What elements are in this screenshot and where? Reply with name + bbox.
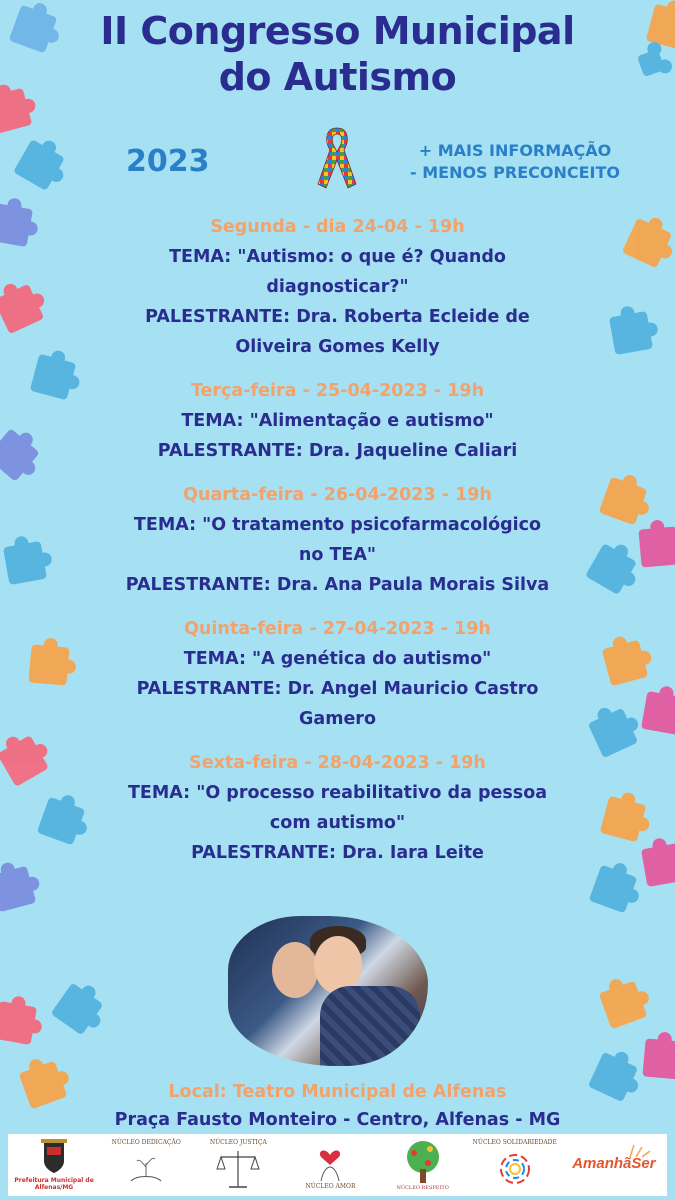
puzzle-piece-icon — [641, 691, 675, 735]
amanhaser-wordmark: AmanhãSer — [572, 1155, 656, 1172]
puzzle-piece-icon — [0, 1001, 37, 1045]
event-year: 2023 — [126, 144, 210, 179]
day-heading: Terça-feira - 25-04-2023 - 19h — [190, 381, 485, 401]
logo-caption: Prefeitura Municipal de Alfenas/MG — [14, 1177, 94, 1191]
topic-line: TEMA: "Autismo: o que é? Quando — [169, 247, 506, 267]
slogan-line-1: + MAIS INFORMAÇÃO — [418, 141, 612, 160]
puzzle-piece-icon — [28, 644, 69, 685]
schedule-day — [80, 480, 595, 600]
schedule-day — [80, 376, 595, 466]
puzzle-piece-icon — [599, 477, 648, 526]
puzzle-piece-icon — [599, 981, 648, 1030]
coat-of-arms-icon — [11, 1137, 97, 1177]
puzzle-piece-icon — [37, 797, 86, 846]
speaker-line: PALESTRANTE: Dra. Ana Paula Morais Silva — [125, 575, 550, 595]
nucleo-dedicacao-logo — [103, 1137, 189, 1193]
schedule-day — [80, 748, 595, 868]
address: Praça Fausto Monteiro - Centro, Alfenas - MG — [114, 1110, 561, 1130]
speaker-line: PALESTRANTE: Dra. Iara Leite — [191, 843, 484, 863]
logo-caption: NÚCLEO DEDICAÇÃO — [111, 1139, 181, 1146]
schedule-day — [80, 614, 595, 734]
schedule-day — [80, 212, 595, 362]
puzzle-piece-icon — [588, 708, 638, 758]
puzzle-piece-icon — [30, 354, 77, 401]
topic-line: no TEA" — [298, 545, 377, 565]
puzzle-piece-icon — [0, 866, 36, 913]
puzzle-piece-icon — [602, 640, 649, 687]
puzzle-piece-icon — [0, 428, 40, 482]
title-line-1: II Congresso Municipal — [100, 9, 575, 53]
logo-caption: NÚCLEO RESPEITO — [396, 1185, 449, 1191]
location-label: Local: Teatro Municipal de Alfenas — [168, 1082, 507, 1102]
heart-hand-icon — [287, 1137, 373, 1183]
location-block — [0, 1078, 675, 1134]
puzzle-piece-icon — [3, 541, 47, 585]
topic-line: diagnosticar?" — [266, 277, 409, 297]
puzzle-piece-icon — [638, 526, 675, 567]
puzzle-piece-icon — [0, 735, 49, 787]
nucleo-solidariedade-logo — [472, 1137, 558, 1193]
speaker-line: Oliveira Gomes Kelly — [235, 337, 440, 357]
sponsor-logo-strip — [8, 1134, 667, 1196]
amanhaser-logo — [564, 1137, 664, 1193]
topic-line: TEMA: "A genética do autismo" — [183, 649, 492, 669]
nucleo-amor-logo — [287, 1137, 373, 1193]
puzzle-piece-icon — [13, 139, 65, 191]
day-heading: Quarta-feira - 26-04-2023 - 19h — [183, 485, 492, 505]
puzzle-piece-icon — [0, 203, 33, 247]
puzzle-piece-icon — [600, 796, 647, 843]
slogan-line-2: - MENOS PRECONCEITO — [410, 163, 620, 182]
page-title — [0, 8, 675, 100]
topic-line: TEMA: "O processo reabilitativo da pessoa — [127, 783, 548, 803]
photo-shirt — [320, 986, 420, 1066]
topic-line: TEMA: "O tratamento psicofarmacológico — [133, 515, 542, 535]
schedule — [80, 212, 595, 882]
awareness-ribbon-icon — [312, 124, 362, 190]
nucleo-respeito-logo — [380, 1137, 466, 1193]
logo-caption: NÚCLEO JUSTIÇA — [209, 1139, 267, 1146]
slogan — [390, 140, 640, 184]
prefeitura-logo — [11, 1137, 97, 1193]
speaker-line: PALESTRANTE: Dr. Angel Mauricio Castro — [136, 679, 539, 699]
puzzle-piece-icon — [609, 311, 653, 355]
puzzle-piece-icon — [622, 218, 672, 268]
day-heading: Sexta-feira - 28-04-2023 - 19h — [189, 753, 486, 773]
puzzle-piece-icon — [589, 865, 638, 914]
logo-caption: NÚCLEO AMOR — [305, 1183, 356, 1190]
photo-mother-and-child — [228, 916, 428, 1066]
puzzle-piece-icon — [51, 983, 104, 1036]
puzzle-piece-icon — [0, 284, 44, 334]
topic-line: TEMA: "Alimentação e autismo" — [181, 411, 494, 431]
puzzle-piece-icon — [641, 843, 675, 887]
logo-caption: NÚCLEO SOLIDARIEDADE — [472, 1139, 557, 1146]
nucleo-justica-logo — [195, 1137, 281, 1193]
topic-line: com autismo" — [269, 813, 406, 833]
tree-icon — [380, 1137, 466, 1187]
speaker-line: PALESTRANTE: Dra. Jaqueline Caliari — [157, 441, 518, 461]
speaker-line: PALESTRANTE: Dra. Roberta Ecleide de — [145, 307, 530, 327]
day-heading: Segunda - dia 24-04 - 19h — [210, 217, 465, 237]
speaker-line: Gamero — [299, 709, 376, 729]
puzzle-piece-icon — [642, 1038, 675, 1079]
title-line-2: do Autismo — [218, 55, 457, 99]
day-heading: Quinta-feira - 27-04-2023 - 19h — [184, 619, 491, 639]
